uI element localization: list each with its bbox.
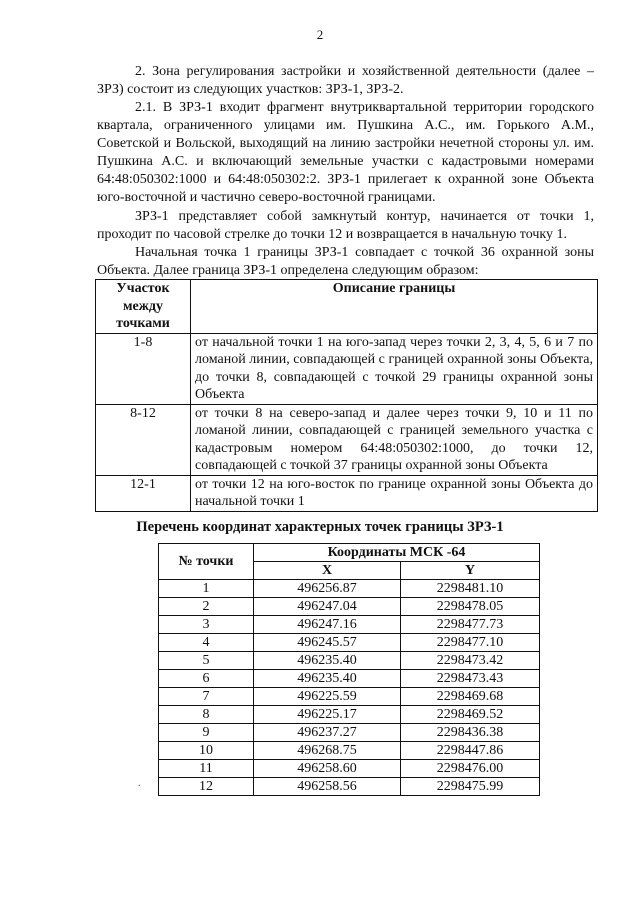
page-number: 2	[316, 27, 324, 42]
x-coordinate-cell: 496235.40	[254, 652, 401, 670]
point-number-cell: 8	[159, 706, 254, 724]
table-row	[159, 634, 540, 652]
table-row	[159, 742, 540, 760]
x-coordinate-cell: 496258.60	[254, 760, 401, 778]
y-coordinate-cell: 2298436.38	[401, 724, 540, 742]
point-number-cell: 7	[159, 688, 254, 706]
coords-header-row	[159, 544, 540, 562]
table-row	[159, 688, 540, 706]
point-number-cell: 11	[159, 760, 254, 778]
table-row	[96, 475, 598, 511]
coords-body	[159, 580, 540, 796]
paragraph-contour: ЗРЗ-1 представляет собой замкнутый контур, начинается от точки 1, проходит по часовой стрелке до точки 12 и возвращается в начальную точку 1.	[97, 209, 594, 242]
table-row	[159, 706, 540, 724]
x-coordinate-cell: 496235.40	[254, 670, 401, 688]
table-row	[159, 616, 540, 634]
y-coordinate-cell: 2298475.99	[401, 778, 540, 796]
point-number-cell: 10	[159, 742, 254, 760]
header-coordinates: Координаты МСК -64	[254, 544, 540, 562]
point-number-cell: 5	[159, 652, 254, 670]
y-coordinate-cell: 2298477.10	[401, 634, 540, 652]
point-number-cell: 9	[159, 724, 254, 742]
y-coordinate-cell: 2298473.42	[401, 652, 540, 670]
table-row	[159, 760, 540, 778]
header-point-number: № точки	[159, 544, 254, 580]
section-cell: 12-1	[96, 475, 191, 511]
section-cell: 8-12	[96, 404, 191, 475]
scan-mark: .	[138, 778, 141, 789]
x-coordinate-cell: 496245.57	[254, 634, 401, 652]
point-number-cell: 12	[159, 778, 254, 796]
y-coordinate-cell: 2298447.86	[401, 742, 540, 760]
table-row	[96, 404, 598, 475]
description-cell: от точки 8 на северо-запад и далее через точки 9, 10 и 11 по ломаной линии, совпадающей с границей земельного участка с кадастровым номером 64:48:050302:1000, до точки 12, совпадающей с точкой 37 границы охранной зоны Объекта	[191, 404, 598, 475]
table-row	[159, 652, 540, 670]
point-number-cell: 6	[159, 670, 254, 688]
section-cell: 1-8	[96, 333, 191, 404]
boundary-table-header	[96, 280, 598, 334]
y-coordinate-cell: 2298478.05	[401, 598, 540, 616]
x-coordinate-cell: 496225.59	[254, 688, 401, 706]
x-coordinate-cell: 496256.87	[254, 580, 401, 598]
x-coordinate-cell: 496247.04	[254, 598, 401, 616]
x-coordinate-cell: 496225.17	[254, 706, 401, 724]
table-row	[159, 598, 540, 616]
header-section: Участок между точками	[96, 280, 191, 334]
description-cell: от точки 12 на юго-восток по границе охранной зоны Объекта до начальной точки 1	[191, 475, 598, 511]
header-y: Y	[401, 562, 540, 580]
boundary-description-table	[95, 279, 598, 512]
paragraph-zrz1-description: 2.1. В ЗРЗ-1 входит фрагмент внутриквартальной территории городского квартала, ограниченного улицами им. Пушкина А.С., им. Горького А.М., Советской и Вольской, выходящий на линию застройки нечетной стороны ул. им. Пушкина А.С. и включающий земельные участки с кадастровыми номерами 64:48:050302:1000 и 64:48:050302:2. ЗРЗ-1 прилегает к охранной зоне Объекта юго-восточной и частично северо-восточной границами.	[97, 100, 594, 205]
x-coordinate-cell: 496247.16	[254, 616, 401, 634]
table-row	[159, 670, 540, 688]
description-cell: от начальной точки 1 на юго-запад через точки 2, 3, 4, 5, 6 и 7 по ломаной линии, совпадающей с границей охранной зоны Объекта, до точки 8, совпадающей с точкой 29 границы охранной зоны Объекта	[191, 333, 598, 404]
header-description: Описание границы	[191, 280, 598, 334]
y-coordinate-cell: 2298469.52	[401, 706, 540, 724]
y-coordinate-cell: 2298476.00	[401, 760, 540, 778]
y-coordinate-cell: 2298473.43	[401, 670, 540, 688]
table-row	[159, 580, 540, 598]
header-x: X	[254, 562, 401, 580]
paragraph-zone-composition: 2. Зона регулирования застройки и хозяйственной деятельности (далее – ЗРЗ) состоит из следующих участков: ЗРЗ-1, ЗРЗ-2.	[97, 64, 594, 97]
y-coordinate-cell: 2298469.68	[401, 688, 540, 706]
point-number-cell: 4	[159, 634, 254, 652]
coordinates-table-title: Перечень координат характерных точек границы ЗРЗ-1	[136, 519, 504, 535]
y-coordinate-cell: 2298477.73	[401, 616, 540, 634]
coordinates-table	[158, 543, 540, 796]
table-row	[96, 333, 598, 404]
x-coordinate-cell: 496258.56	[254, 778, 401, 796]
point-number-cell: 3	[159, 616, 254, 634]
table-row	[159, 724, 540, 742]
y-coordinate-cell: 2298481.10	[401, 580, 540, 598]
point-number-cell: 1	[159, 580, 254, 598]
paragraph-start-point: Начальная точка 1 границы ЗРЗ-1 совпадает с точкой 36 охранной зоны Объекта. Далее граница ЗРЗ-1 определена следующим образом:	[97, 245, 594, 278]
point-number-cell: 2	[159, 598, 254, 616]
table-row	[159, 778, 540, 796]
x-coordinate-cell: 496268.75	[254, 742, 401, 760]
x-coordinate-cell: 496237.27	[254, 724, 401, 742]
